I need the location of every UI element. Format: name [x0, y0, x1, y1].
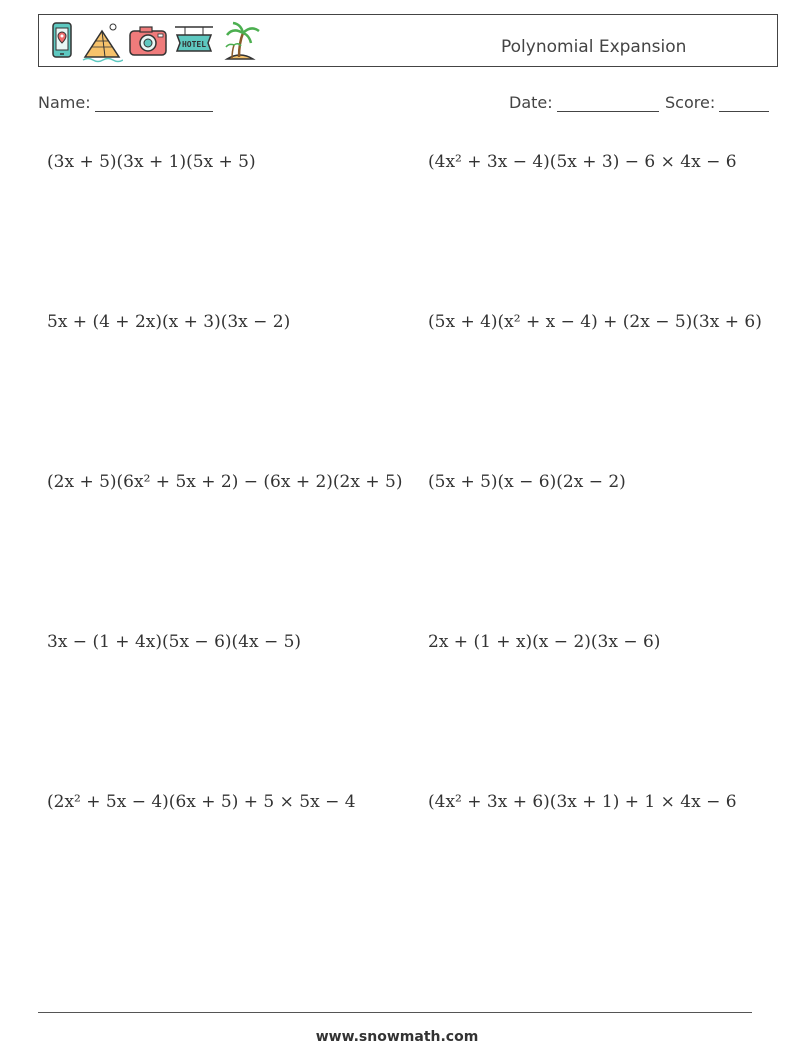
score-field — [665, 93, 769, 112]
hotel-sign-text: HOTEL — [181, 40, 207, 49]
worksheet-header — [38, 14, 778, 67]
worksheet-title: Polynomial Expansion — [501, 37, 687, 57]
footer-url[interactable]: www.snowmath.com — [315, 1029, 479, 1045]
problem-7: 3x − (1 + 4x)(5x − 6)(4x − 5) — [47, 632, 302, 652]
footer-divider — [38, 1012, 752, 1013]
problem-9: (2x² + 5x − 4)(6x + 5) + 5 × 5x − 4 — [47, 792, 356, 812]
name-field — [38, 93, 213, 112]
camera-icon — [127, 19, 169, 63]
date-blank[interactable] — [557, 95, 659, 112]
date-label: Date: — [509, 93, 553, 112]
problem-4: (5x + 4)(x² + x − 4) + (2x − 5)(3x + 6) — [428, 312, 762, 332]
problem-10: (4x² + 3x + 6)(3x + 1) + 1 × 4x − 6 — [428, 792, 737, 812]
name-label: Name: — [38, 93, 91, 112]
problem-6: (5x + 5)(x − 6)(2x − 2) — [428, 472, 626, 492]
name-blank[interactable] — [95, 95, 213, 112]
date-field — [509, 93, 659, 112]
pyramid-icon — [81, 19, 123, 63]
problem-5: (2x + 5)(6x² + 5x + 2) − (6x + 2)(2x + 5) — [47, 472, 403, 492]
problem-3: 5x + (4 + 2x)(x + 3)(3x − 2) — [47, 312, 291, 332]
score-blank[interactable] — [719, 95, 769, 112]
score-label: Score: — [665, 93, 716, 112]
header-icons — [47, 19, 261, 63]
problem-8: 2x + (1 + x)(x − 2)(3x − 6) — [428, 632, 661, 652]
phone-location-icon — [47, 19, 77, 63]
hotel-sign-icon — [173, 19, 215, 63]
problem-1: (3x + 5)(3x + 1)(5x + 5) — [47, 152, 256, 172]
palm-island-icon — [219, 19, 261, 63]
problem-2: (4x² + 3x − 4)(5x + 3) − 6 × 4x − 6 — [428, 152, 737, 172]
